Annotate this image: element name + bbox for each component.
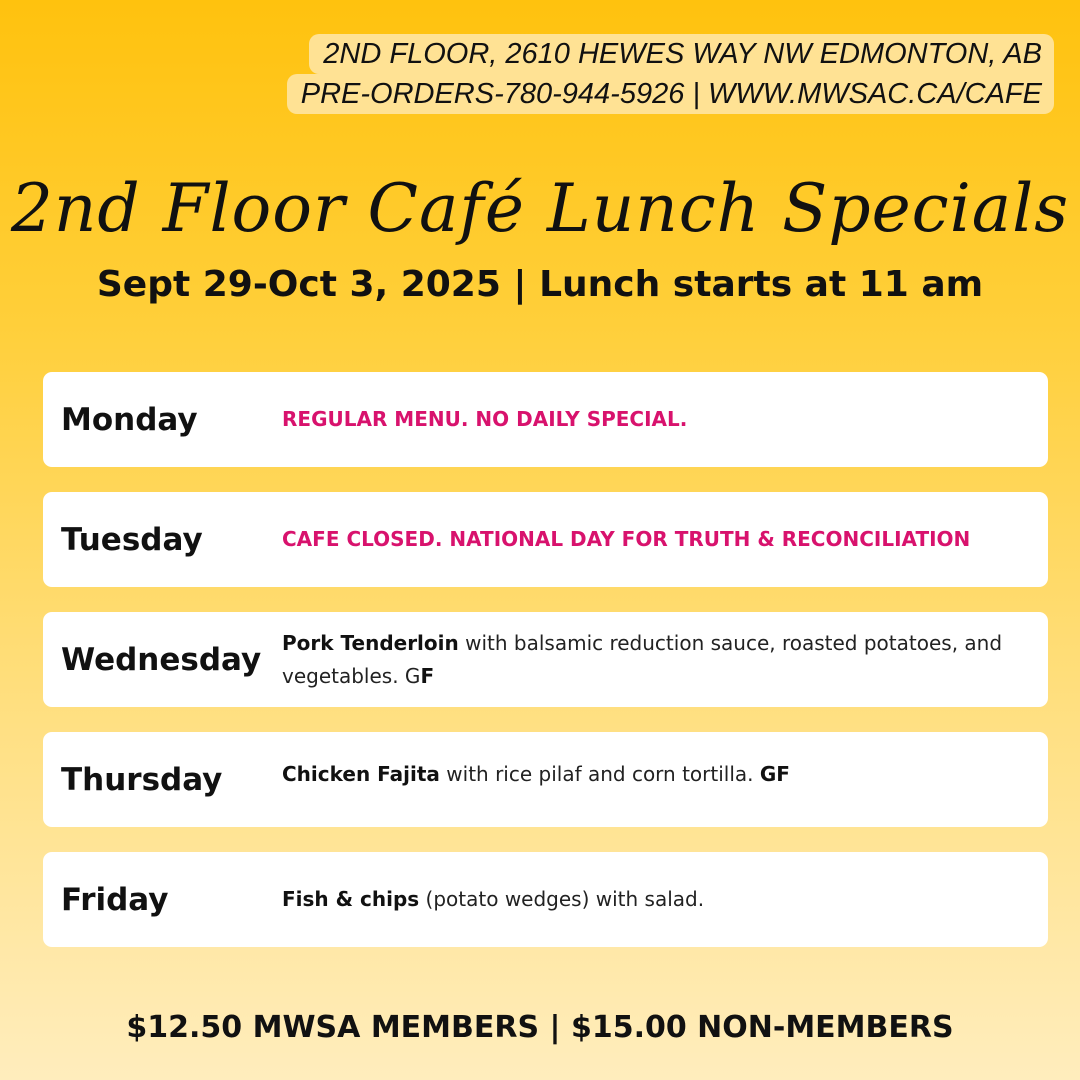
dish-name: Pork Tenderloin	[282, 630, 459, 655]
special-text	[282, 372, 1020, 467]
dish-details: with balsamic reduction sauce, roasted potatoes, and vegetables. G	[282, 630, 1003, 688]
dish-details: (potato wedges) with salad.	[419, 887, 705, 911]
menu-row-thursday	[43, 732, 1048, 827]
address-text: 2ND FLOOR, 2610 HEWES WAY NW EDMONTON, AB	[309, 34, 1054, 74]
special-notice: CAFE CLOSED. NATIONAL DAY FOR TRUTH & RECONCILIATION	[282, 527, 971, 551]
day-label: Thursday	[61, 761, 223, 798]
day-label: Friday	[61, 881, 169, 918]
dish-name: Fish & chips	[282, 887, 420, 911]
special-text	[282, 852, 1020, 947]
menu-row-monday	[43, 372, 1048, 467]
date-subtitle: Sept 29-Oct 3, 2025 | Lunch starts at 11 am	[96, 264, 984, 305]
special-text	[282, 612, 1020, 707]
special-notice: REGULAR MENU. NO DAILY SPECIAL.	[282, 407, 688, 431]
menu-row-tuesday	[43, 492, 1048, 587]
menu-row-friday	[43, 852, 1048, 947]
contact-info-box	[287, 34, 1054, 114]
special-text	[282, 492, 1020, 587]
day-label: Tuesday	[61, 521, 203, 558]
dish-details: with rice pilaf and corn tortilla.	[439, 762, 760, 786]
dietary-tag: F	[420, 663, 435, 688]
dish-name: Chicken Fajita	[282, 762, 440, 786]
day-label: Wednesday	[61, 641, 262, 678]
special-text	[282, 732, 1020, 827]
menu-row-wednesday	[43, 612, 1048, 707]
preorder-contact-text: PRE-ORDERS-780-944-5926 | WWW.MWSAC.CA/CAFE	[287, 74, 1054, 114]
day-label: Monday	[61, 401, 198, 438]
pricing-footer: $12.50 MWSA MEMBERS | $15.00 NON-MEMBERS	[126, 1010, 954, 1045]
dietary-tag: GF	[759, 762, 790, 786]
page-title: 2nd Floor Café Lunch Specials	[10, 170, 1070, 247]
